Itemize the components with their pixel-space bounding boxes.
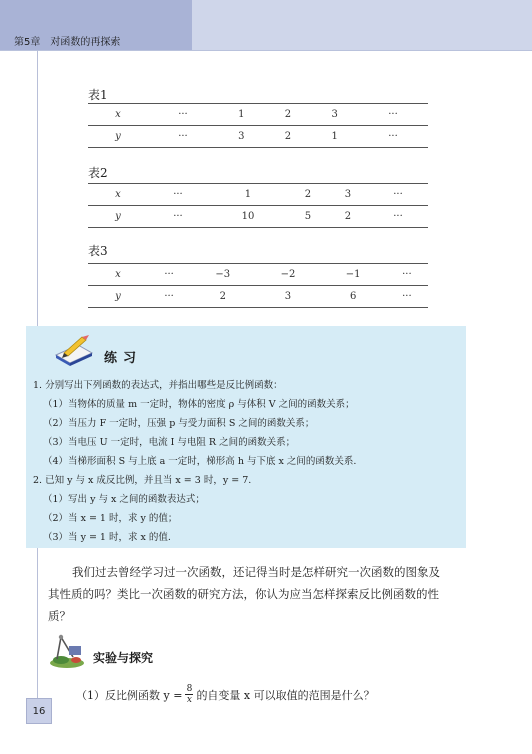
table-cell: 5 — [288, 206, 328, 228]
pencil-book-icon — [52, 333, 96, 367]
body-paragraph-line: 我们过去曾经学习过一次函数，还记得当时是怎样研究一次函数的图象及 — [72, 565, 440, 579]
exercise-line: 1. 分别写出下列函数的表达式，并指出哪些是反比例函数： — [33, 380, 283, 391]
table-row — [88, 184, 428, 206]
table-cell: ··· — [368, 206, 428, 228]
table-1-label: 表1 — [88, 88, 108, 102]
question-prefix: （1）反比例函数 y = — [76, 688, 183, 702]
table-row — [88, 286, 428, 308]
table-3 — [88, 263, 428, 308]
table-cell: −2 — [255, 264, 320, 286]
body-paragraph-line: 其性质的吗？类比一次函数的研究方法，你认为应当怎样探索反比例函数的性 — [48, 587, 439, 601]
exercise-line: （2）当压力 F 一定时，压强 p 与受力面积 S 之间的函数关系； — [43, 418, 315, 429]
table-2 — [88, 183, 428, 228]
table-cell: ··· — [148, 104, 218, 126]
exercise-line: （2）当 x = 1 时，求 y 的值； — [43, 513, 178, 524]
table-cell: 1 — [208, 184, 288, 206]
explore-title: 实验与探究 — [93, 651, 154, 665]
table-cell: 6 — [321, 286, 386, 308]
experiment-icon — [47, 633, 87, 669]
table-cell: y — [88, 206, 148, 228]
exercise-line: （3）当电压 U 一定时，电流 I 与电阻 R 之间的函数关系； — [43, 437, 296, 448]
exercise-line: （1）当物体的质量 m 一定时，物体的密度 ρ 与体积 V 之间的函数关系； — [43, 399, 355, 410]
fraction-numerator: 8 — [186, 684, 193, 694]
exercise-line: （1）写出 y 与 x 之间的函数表达式； — [43, 494, 205, 505]
table-cell: 2 — [265, 104, 312, 126]
table-cell: 1 — [218, 104, 265, 126]
table-cell: 2 — [190, 286, 255, 308]
exercise-title: 练习 — [104, 351, 143, 366]
page-number: 16 — [26, 698, 52, 724]
table-cell: −3 — [190, 264, 255, 286]
exercise-line: （3）当 y = 1 时，求 x 的值. — [43, 532, 171, 543]
table-cell: ··· — [148, 184, 208, 206]
table-cell: −1 — [321, 264, 386, 286]
table-cell: 1 — [311, 126, 358, 148]
table-cell: 10 — [208, 206, 288, 228]
header-divider — [0, 50, 532, 51]
table-cell: 3 — [328, 184, 368, 206]
table-cell: ··· — [358, 126, 428, 148]
table-row — [88, 206, 428, 228]
table-cell: ··· — [386, 264, 428, 286]
question-suffix: 的自变量 x 可以取值的范围是什么？ — [196, 688, 375, 702]
table-cell: x — [88, 104, 148, 126]
table-row — [88, 104, 428, 126]
table-cell: 3 — [311, 104, 358, 126]
table-cell: y — [88, 126, 148, 148]
table-cell: ··· — [148, 206, 208, 228]
chapter-title: 第5章 对函数的再探索 — [14, 37, 121, 48]
exercise-line: （4）当梯形面积 S 与上底 a 一定时，梯形高 h 与下底 x 之间的函数关系. — [43, 456, 357, 467]
explore-question — [76, 684, 375, 705]
table-row — [88, 264, 428, 286]
table-cell: y — [88, 286, 148, 308]
table-2-label: 表2 — [88, 166, 108, 180]
table-cell: 2 — [288, 184, 328, 206]
table-cell: ··· — [358, 104, 428, 126]
table-cell: ··· — [148, 264, 190, 286]
table-cell: ··· — [368, 184, 428, 206]
table-cell: 3 — [218, 126, 265, 148]
body-paragraph-line: 质？ — [48, 609, 71, 623]
table-3-label: 表3 — [88, 244, 108, 258]
table-cell: 3 — [255, 286, 320, 308]
table-cell: x — [88, 184, 148, 206]
table-1 — [88, 103, 428, 148]
table-cell: ··· — [386, 286, 428, 308]
fraction-denominator: x — [186, 695, 192, 705]
table-cell: ··· — [148, 126, 218, 148]
fraction — [185, 684, 193, 705]
exercise-line: 2. 已知 y 与 x 成反比例，并且当 x = 3 时，y = 7. — [33, 475, 252, 486]
table-cell: x — [88, 264, 148, 286]
table-cell: ··· — [148, 286, 190, 308]
table-row — [88, 126, 428, 148]
table-cell: 2 — [265, 126, 312, 148]
table-cell: 2 — [328, 206, 368, 228]
